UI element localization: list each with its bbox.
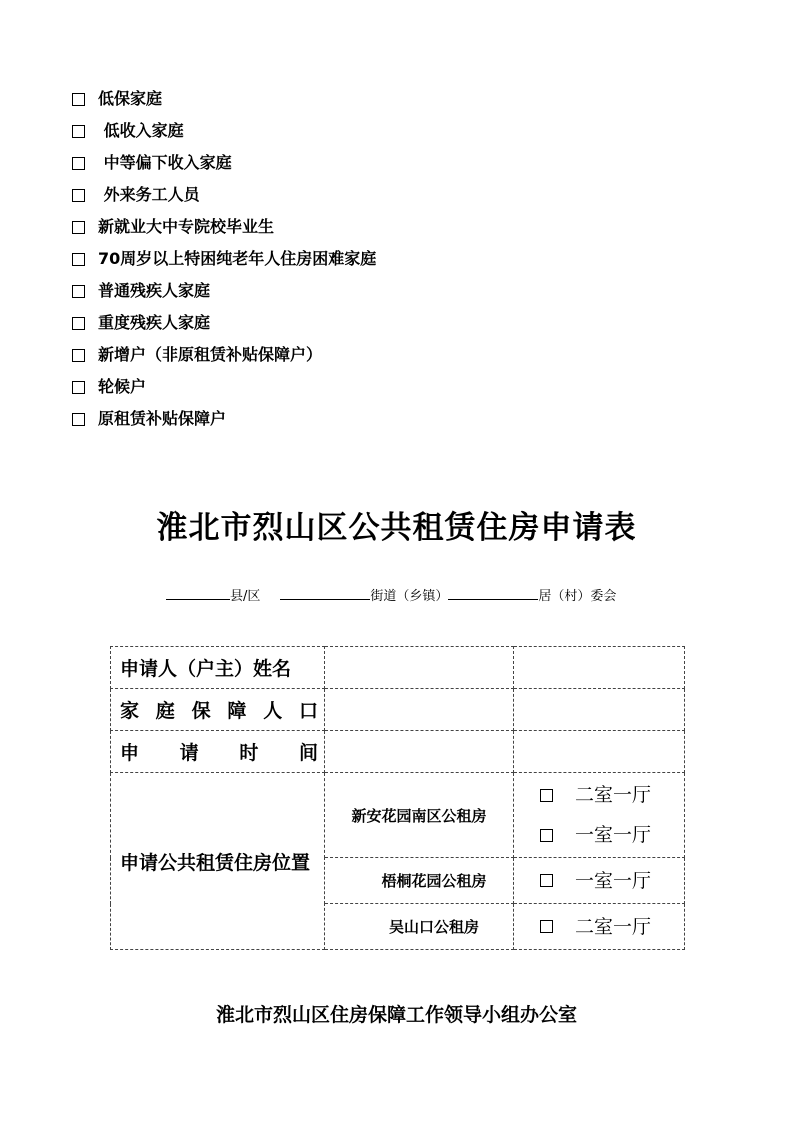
checkbox-icon[interactable]: [540, 920, 553, 933]
category-label: 新就业大中专院校毕业生: [98, 217, 275, 236]
category-item[interactable]: [72, 88, 376, 120]
category-label: 普通残疾人家庭: [98, 281, 211, 300]
checkbox-icon[interactable]: [72, 317, 85, 330]
category-label: 低收入家庭: [98, 121, 184, 140]
checkbox-icon[interactable]: [72, 93, 85, 106]
label-char: 庭: [155, 700, 175, 722]
checkbox-icon[interactable]: [72, 125, 85, 138]
category-item[interactable]: [72, 408, 376, 440]
category-item[interactable]: [72, 248, 376, 280]
checkbox-icon[interactable]: [72, 189, 85, 202]
applicant-name-field[interactable]: [325, 647, 514, 689]
label-char: 障: [227, 700, 247, 722]
category-item[interactable]: [72, 216, 376, 248]
checkbox-icon[interactable]: [540, 874, 553, 887]
housing-location-label: 申请公共租赁住房位置: [111, 773, 325, 950]
label-char: 人: [263, 700, 283, 722]
label-char: 口: [298, 700, 318, 722]
county-blank[interactable]: [166, 585, 230, 600]
category-item[interactable]: [72, 120, 376, 152]
application-form-table: [110, 646, 685, 950]
label-char: 保: [191, 700, 211, 722]
apply-time-extra-field[interactable]: [514, 731, 685, 773]
category-label: 外来务工人员: [98, 185, 200, 204]
village-blank[interactable]: [448, 585, 538, 600]
checkbox-icon[interactable]: [72, 381, 85, 394]
family-size-extra-field[interactable]: [514, 689, 685, 731]
category-label: 中等偏下收入家庭: [98, 153, 232, 172]
estate-name-xinan: 新安花园南区公租房: [325, 773, 514, 858]
label-char: 时: [239, 742, 259, 764]
estate-name-wushankou: 吴山口公租房: [325, 904, 514, 950]
checkbox-icon[interactable]: [72, 349, 85, 362]
category-label: 新增户（非原租赁补贴保障户）: [98, 345, 323, 364]
applicant-name-label: 申请人（户主）姓名: [111, 647, 325, 689]
category-label: 重度残疾人家庭: [98, 313, 211, 332]
room-option[interactable]: [514, 775, 684, 815]
issuing-office: 淮北市烈山区住房保障工作领导小组办公室: [215, 1004, 577, 1026]
category-item[interactable]: [72, 312, 376, 344]
apply-time-field[interactable]: [325, 731, 514, 773]
room-option-label: 二室一厅: [575, 784, 652, 806]
estate-options-wushankou: [514, 904, 685, 950]
form-title: 淮北市烈山区公共租赁住房申请表: [156, 510, 637, 546]
room-option[interactable]: [514, 815, 684, 855]
label-char: 请: [179, 742, 199, 764]
category-item[interactable]: [72, 344, 376, 376]
category-item[interactable]: [72, 184, 376, 216]
checkbox-icon[interactable]: [72, 413, 85, 426]
street-label: 街道（乡镇）: [370, 589, 449, 604]
checkbox-icon[interactable]: [72, 157, 85, 170]
room-option-label: 一室一厅: [575, 869, 652, 892]
street-blank[interactable]: [280, 585, 370, 600]
category-label: 轮候户: [98, 377, 147, 396]
category-item[interactable]: [72, 152, 376, 184]
county-label: 县/区: [230, 589, 261, 604]
room-option[interactable]: [514, 907, 684, 947]
checkbox-icon[interactable]: [540, 789, 553, 802]
category-item[interactable]: [72, 376, 376, 408]
label-char: 家: [120, 700, 140, 722]
family-size-field[interactable]: [325, 689, 514, 731]
checkbox-icon[interactable]: [72, 221, 85, 234]
village-label: 居（村）委会: [538, 589, 617, 604]
applicant-name-extra-field[interactable]: [514, 647, 685, 689]
estate-options-xinan: [514, 773, 685, 858]
checkbox-icon[interactable]: [72, 285, 85, 298]
category-label: 低保家庭: [98, 89, 163, 108]
estate-name-wutong: 梧桐花园公租房: [325, 858, 514, 904]
category-label: 原租赁补贴保障户: [98, 409, 227, 428]
category-label: 70周岁以上特困纯老年人住房困难家庭: [98, 249, 377, 268]
label-char: 申: [120, 742, 140, 764]
estate-options-wutong: [514, 858, 685, 904]
category-item[interactable]: [72, 280, 376, 312]
address-line: [166, 585, 616, 604]
room-option-label: 一室一厅: [575, 824, 652, 846]
label-char: 间: [298, 742, 318, 764]
checkbox-icon[interactable]: [72, 253, 85, 266]
category-checklist: [72, 88, 376, 440]
apply-time-label: [111, 731, 325, 773]
checkbox-icon[interactable]: [540, 829, 553, 842]
family-size-label: [111, 689, 325, 731]
room-option[interactable]: [514, 861, 684, 901]
room-option-label: 二室一厅: [575, 915, 652, 938]
